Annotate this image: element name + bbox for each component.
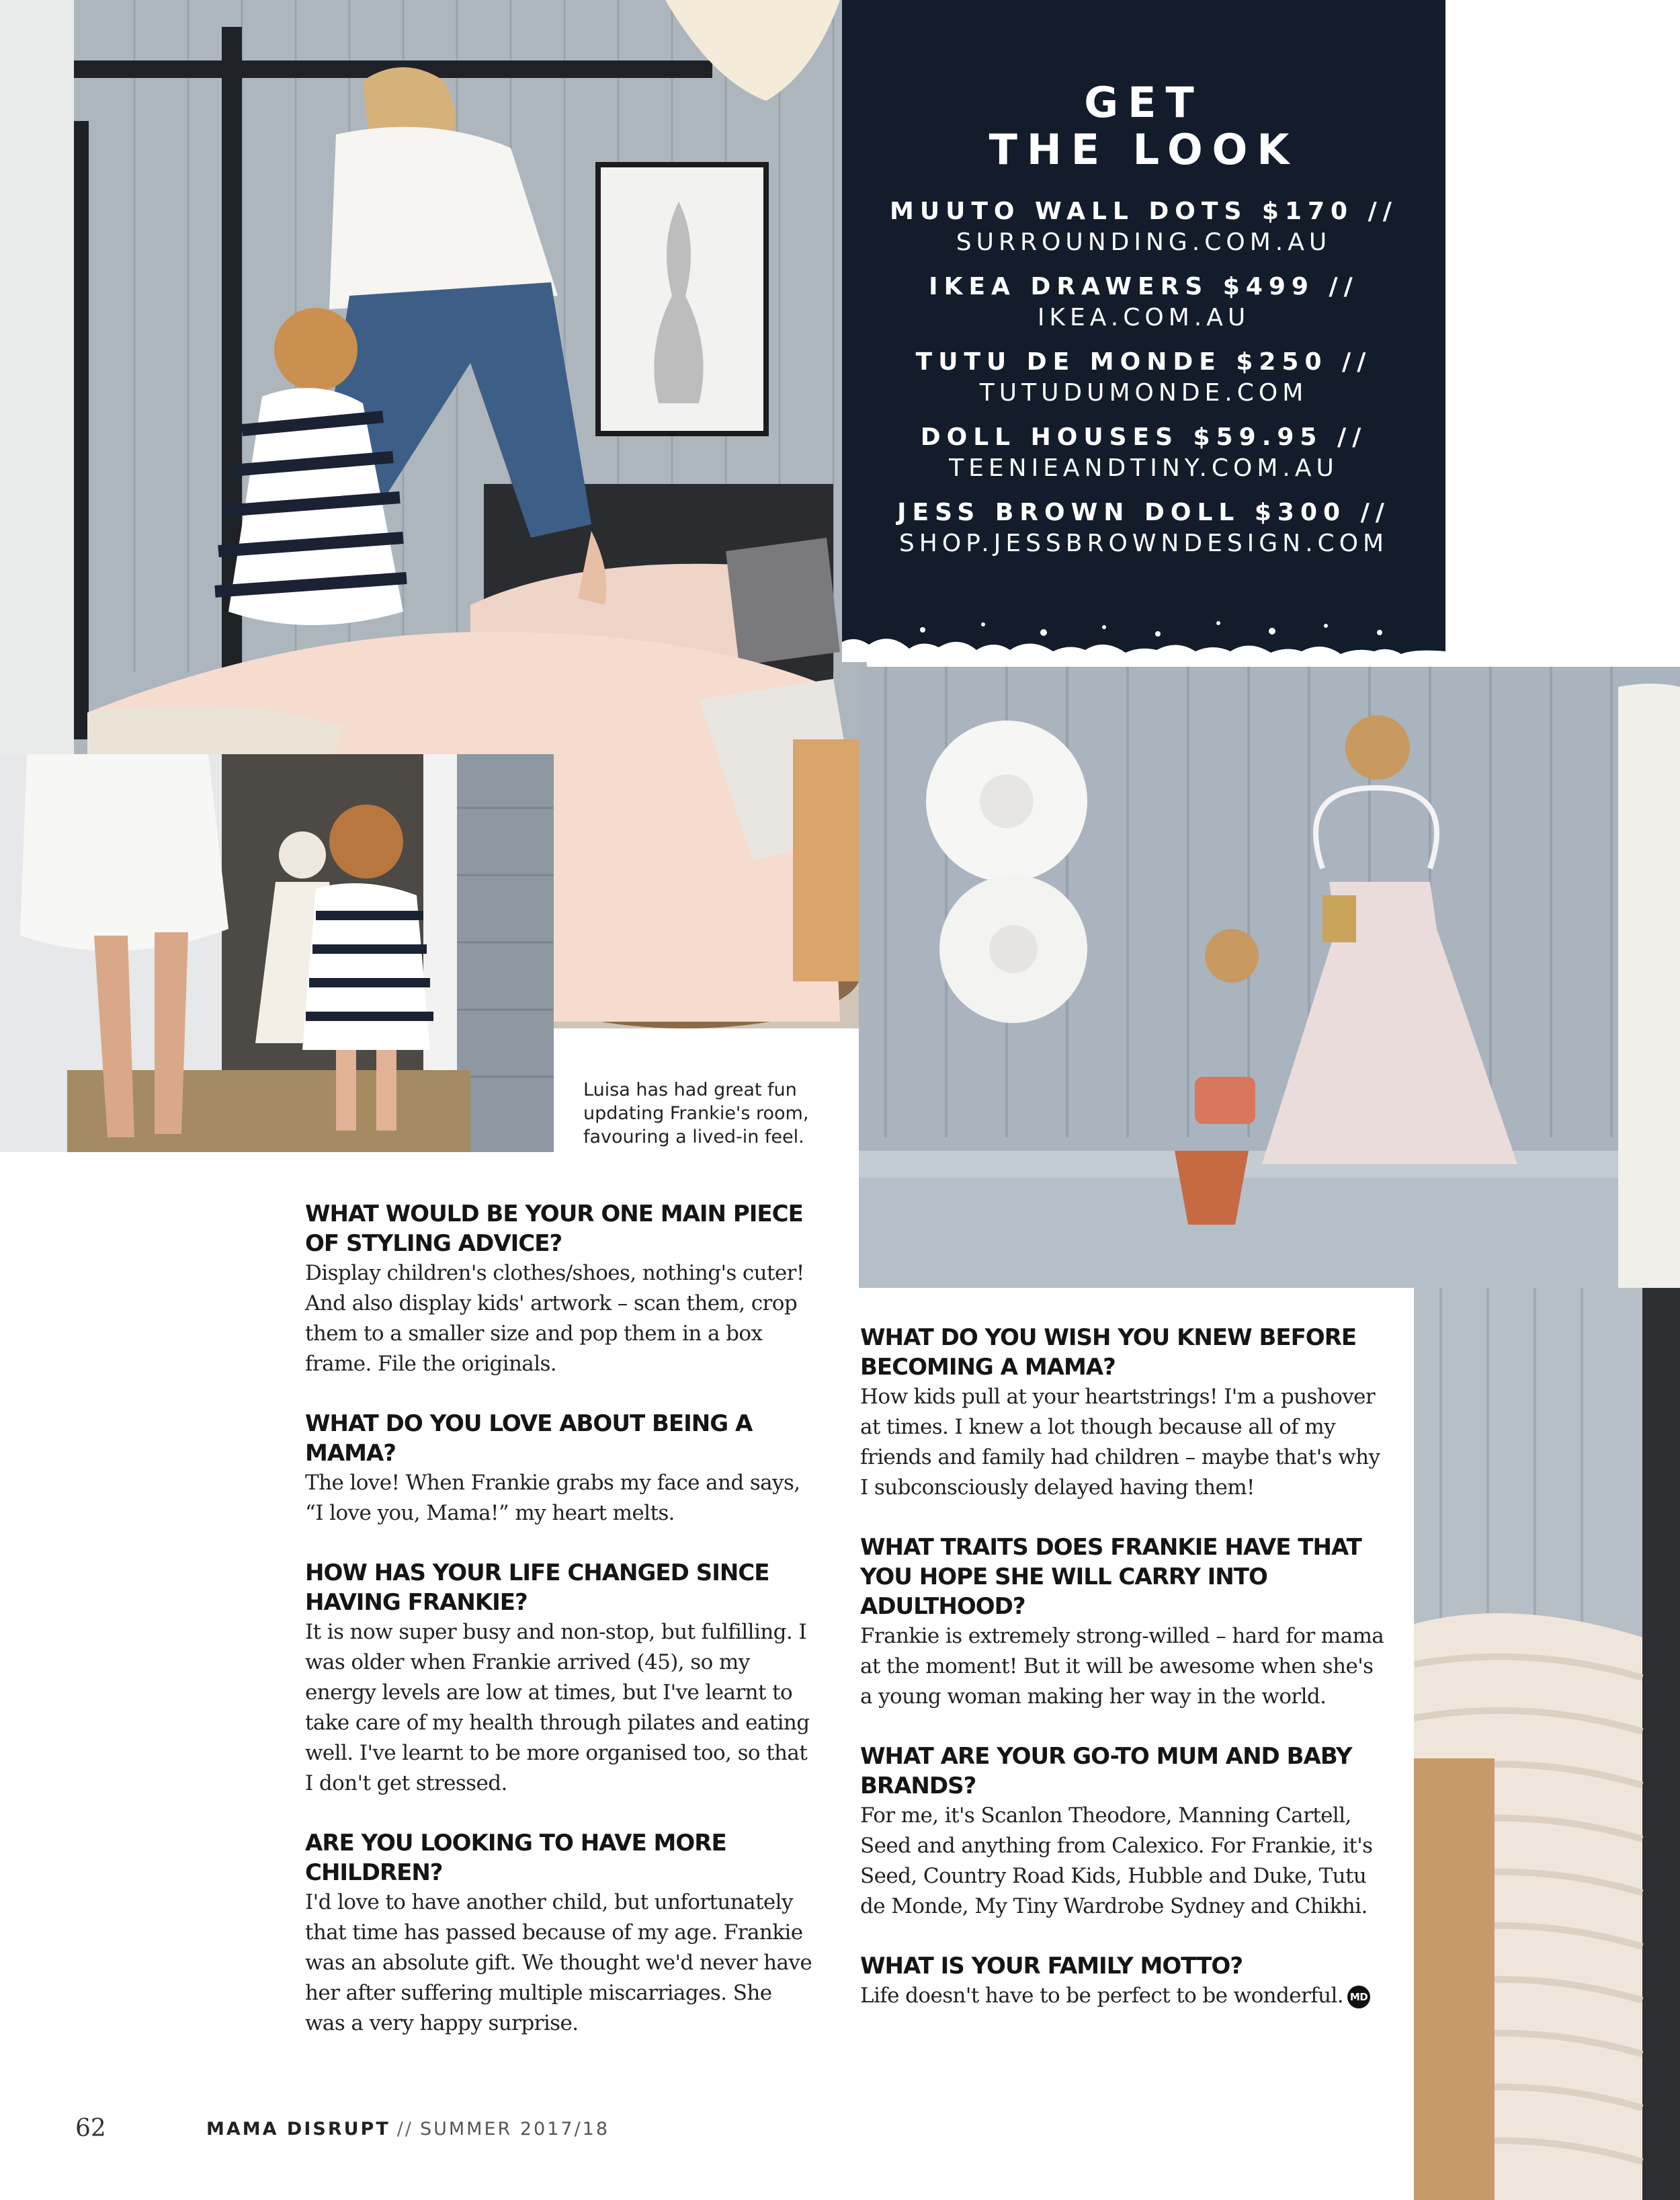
photo-caption: Luisa has had great fun updating Frankie's room, favouring a lived-in feel. bbox=[583, 1079, 809, 1147]
get-the-look-panel bbox=[842, 0, 1445, 662]
qa-question: ARE YOU LOOKING TO HAVE MORE CHILDREN? bbox=[305, 1830, 726, 1886]
look-item-site: TUTUDUMONDE.COM bbox=[979, 379, 1308, 407]
get-the-look-list bbox=[842, 196, 1445, 573]
qa-block bbox=[860, 1533, 1391, 1712]
qa-column-right bbox=[860, 1323, 1391, 2041]
qa-block bbox=[860, 1951, 1391, 2011]
look-item bbox=[842, 497, 1445, 559]
doorway-doll-photo bbox=[0, 754, 554, 1152]
qa-question: WHAT DO YOU LOVE ABOUT BEING A MAMA? bbox=[305, 1410, 753, 1467]
qa-answer: The love! When Frankie grabs my face and says, “I love you, Mama!” my heart melts. bbox=[305, 1471, 800, 1525]
look-item-site: SURROUNDING.COM.AU bbox=[956, 229, 1332, 256]
magazine-name: MAMA DISRUPT bbox=[206, 2119, 390, 2140]
look-item-product: TUTU DE MONDE $250 // bbox=[915, 348, 1372, 376]
look-item bbox=[842, 347, 1445, 409]
qa-answer: I'd love to have another child, but unfortunately that time has passed because of my age. Frankie was an absolute gift. We thought we'd never have her after suffering multiple miscarriages. She was a very happy surprise. bbox=[305, 1890, 812, 2035]
issue-label: SUMMER 2017/18 bbox=[419, 2119, 610, 2140]
qa-block bbox=[305, 1828, 816, 2039]
qa-block bbox=[305, 1409, 816, 1529]
qa-answer: Display children's clothes/shoes, nothing's cuter! And also display kids' artwork – scan them, crop them to a smaller size and pop them in a box frame. File the originals. bbox=[305, 1261, 804, 1376]
qa-answer: Life doesn't have to be perfect to be wonderful. MD bbox=[860, 1981, 1391, 2011]
look-item-product: JESS BROWN DOLL $300 // bbox=[897, 499, 1390, 526]
look-item bbox=[842, 196, 1445, 258]
qa-answer: For me, it's Scanlon Theodore, Manning Cartell, Seed and anything from Calexico. For Frankie, it's Seed, Country Road Kids, Hubble and Duke, Tutu de Monde, My Tiny Wardrobe Sydney and Chikhi. bbox=[860, 1803, 1373, 1918]
look-item bbox=[842, 422, 1445, 484]
get-the-look-title: GET THE LOOK bbox=[989, 78, 1299, 174]
look-item-product: IKEA DRAWERS $499 // bbox=[929, 273, 1359, 300]
look-item-site: SHOP.JESSBROWNDESIGN.COM bbox=[898, 530, 1389, 557]
wall-hooks-tutu-photo bbox=[859, 667, 1680, 1288]
qa-question: WHAT ARE YOUR GO-TO MUM AND BABY BRANDS? bbox=[860, 1743, 1352, 1799]
qa-question: HOW HAS YOUR LIFE CHANGED SINCE HAVING FRANKIE? bbox=[305, 1559, 769, 1616]
qa-answer: How kids pull at your heartstrings! I'm a pushover at times. I knew a lot though because all of my friends and family had children – maybe that's why I subconsciously delayed having them! bbox=[860, 1385, 1380, 1500]
footer-separator: // bbox=[396, 2119, 413, 2140]
qa-block bbox=[860, 1323, 1391, 1503]
qa-block bbox=[860, 1742, 1391, 1922]
qa-block bbox=[305, 1199, 816, 1379]
look-item bbox=[842, 272, 1445, 333]
qa-answer: It is now super busy and non-stop, but fulfilling. I was older when Frankie arrived (45), so my energy levels are low at times, but I've learnt to take care of my health through pilates and eating well. I've learnt to be more organised too, so that I don't get stressed. bbox=[305, 1620, 810, 1795]
footer-masthead bbox=[206, 2119, 610, 2140]
qa-question: WHAT DO YOU WISH YOU KNEW BEFORE BECOMING A MAMA? bbox=[860, 1324, 1357, 1381]
qa-question: WHAT TRAITS DOES FRANKIE HAVE THAT YOU HOPE SHE WILL CARRY INTO ADULTHOOD? bbox=[860, 1534, 1361, 1620]
qa-answer: Frankie is extremely strong-willed – hard for mama at the moment! But it will be awesome when she's a young woman making her way in the world. bbox=[860, 1624, 1384, 1709]
look-item-site: TEENIEANDTINY.COM.AU bbox=[949, 454, 1339, 482]
qa-column-left bbox=[305, 1199, 816, 2068]
look-item-site: IKEA.COM.AU bbox=[1037, 304, 1251, 331]
md-end-mark-icon: MD bbox=[1347, 1986, 1370, 2008]
qa-question: WHAT WOULD BE YOUR ONE MAIN PIECE OF STYLING ADVICE? bbox=[305, 1200, 803, 1257]
qa-question: WHAT IS YOUR FAMILY MOTTO? bbox=[860, 1953, 1243, 1980]
bed-detail-photo bbox=[1414, 1288, 1680, 2200]
qa-block bbox=[305, 1558, 816, 1799]
look-item-product: DOLL HOUSES $59.95 // bbox=[920, 423, 1368, 451]
page-number: 62 bbox=[75, 2115, 106, 2142]
look-item-product: MUUTO WALL DOTS $170 // bbox=[890, 198, 1398, 225]
paint-splatter-edge bbox=[842, 615, 1445, 662]
